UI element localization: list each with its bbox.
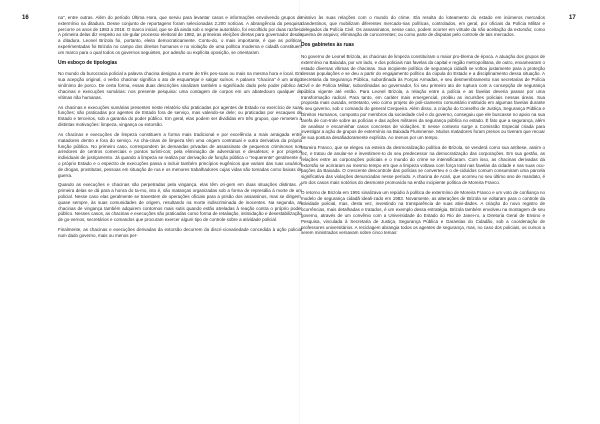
paragraph: As chacinas e execuções sumárias presentes neste relatório são praticadas por agentes de Estado no exercício de suas funções; são praticadas por agentes de Estado fora de serviço, mas valendo-se dele; ou praticadas por escaques de Estado e terceiros, sob a garantia do poder público. Em geral, elas podem ser divididas em três grupos, que remetem a distintas motivações: limpeza, vingança ou extorsão. xyxy=(58,104,302,127)
left-column xyxy=(58,15,302,243)
page-number-left: 16 xyxy=(22,15,29,21)
paragraph: No mundo da burocracia policial a palavra chacina designa a morte de três pes-soas ou mais na mesma hora e local. Em sua acepção original, o verbo chacinar significa o ato de esquartejar e salgar suínos. A palavra "chacina" é um antigo sinônimo de porco. De certa forma, essas duas descrições sinalizam também o significado dado pelo poder público às chacinas e execuções sumárias: nos presente pesquisa: uma contagem de corpos em um abatedouro qualquer de vítimas não humanas. xyxy=(58,71,302,100)
section-heading: Um esboço de tipologias xyxy=(58,59,118,66)
right-column xyxy=(301,15,545,240)
paragraph: Moreira Franco, que se elegeu na esteira da desmoralização política de Brizola, se venderá como sua antítese, assim o fez, e tratou de anular-se e investimen-to do seu predecessor na democratização das corporações. Em sua gestão, as relações entre as corporações policiais e o mundo do crime se intensificaram. Com isso, as chacinas derivadas da extorsão se acirraram ao mesmo tempo em que a limpeza voltava com força total nas favelas da cidade e nas suas ocu-pações da Baixada. O crescente descontrole das polícias se converteu e o de-ciduídos comum consumiram uma parcela significativa das violações denunciadas nesse período. A chacina de Acari, que ocorreu no seu último ano de mandato, é um dos casos mais notórios do desmonte promovido na então incipiente política de Moreira Franco. xyxy=(301,145,545,185)
paragraph: As chacinas e execuções de limpeza constituem a forma mais tradicional e por excelência a mais arraigada entre matadores dentro e fora do serviço. As cha-cinas de limpeza têm uma origem contratual e outra derivativa da própria função pública. No primeiro caso, correspondem às demandas privadas de assassinato de pequenos criminosos nos arredores de centros comerciais e pontos turísti-cos; pela eliminação de adversários e desafetos; e por projetos individuais de justiçamento. Já quando a limpeza se realiza por derivação de função pública o "requerente" geralmente é o próprio Estado e o espectro de execuções passa a incluir também princípios eugênicos que variam das ruas usuários de drogas, prostitutas, pessoas em situação de rua e os menores trabalhadores cujas vidas são tomadas como baixas de guerra. xyxy=(58,131,302,178)
paragraph: na", entre outras. Além do período Última Hora, que serviu para levantar casos e informações envolvendo grupos de extermínio na ditadura. Desse conjunto de reportagens foram selecionadas 2.200 notícias. A abrangência da pesquisa percorre os anos de 1983 a 2018. O marco inicial, que se dá ainda sob o regime autoritário, foi escolhido por duas razões. A primeira delas diz respeito ao sin-gular processo eleitoral de 1982, as primeiras eleições diretas para governador desde a ditadura. Leonel Brizola foi, portanto, eleito democraticamente. Contu-do, o mais importante, é que as políticas experimentadas foi Brizola no campo dos direitos humanos e no violação de uma política moderna e cidadã constituem um marco para o qual todos os governos seguintes, por adesão ou explícita oposição, se orientaram. xyxy=(58,15,302,55)
paragraph: Quando as execuções e chacinas são perpetradas pela vingança, elas têm ori-gem em duas situações distintas. A primeira delas se dá para a honra do ta-mo, isto é, são matanças organizadas sob a forma de represália à morte de um policial. Nesse caso elas geralmente se travestem de operações oficiais para a prisão dos assassinos, mas se dirigem, quase sempre, às suas comunidades de origem, resultando na morte indiscriminada de inocentes. Na segunda, as chacinas de vingança também adquirem contornos mais sutis quando estão atreladas à reação contra o próprio poder público. Nesses casos, as chacinas e execuções são praticadas como forma de retaliação, intimidação e desestabilização de go-vernos, secretários e comandos que procuram exercer algum tipo de controle sobre a atividade policial. xyxy=(58,182,302,223)
paragraph: missivo às suas relações com o mundo do crime. Ela resulta do loteamento do estado em inúmeros mercados clandestinos, que mobilizam diferentes mercado-rias políticas, controlados, em geral, por oficiais da Polícia Militar e delegados da Polícia Civil. Os assassinatos, nesse caso, podem ocorrer em virtude da não aceitação da extorsão; como queima de arquivo; eliminação de concorrentes; ou como parte de disputas pelo controle de tais mercados. xyxy=(301,15,545,38)
paragraph: No governo de Leonel Brizola, as chacinas de limpeza constituíram o maior pro-blema de época. A atuação dos grupos de extermínio na Baixada, por um lado, e dos policiais nas favelas da capital e região metropolitana, de outro, enxamearam o estado diversas vítimas de chacinas. Sua incipiente política de segurança cidadã se voltou justamente para a proteção dessas populações e se deu a partir do engajamento político da cúpula do Estado e a disciplinamento dessa situação. A Secretaria da Segurança Pública, subordinada às Forças Armadas, e seu desmembramento nas secretarias de Polícia Civil e de Polícia Militar, subordinadas ao governador, foi seu primeiro ato de ruptura com a concepção de segurança pública vigente até então. Para Leonel Brizola, a relação entre a polícia e as favelas deveria passar por uma transformação radical. Para tanto, em caráter mais emergencial, proibiu as incursões policiais nessas áreas. Sua proposta mais ousada, entretanto, veio como projeto de poli-ciamento comunitário instituído em algumas favelas durante o seu governo, sob o comando do general Cerqueira. Além disso, a criação do Conselho de Justiça, Segurança Pública e Direitos Humanos, composto por membros da sociedade civil e do governo, conseguiu que ele buscasse no apoio na sua tarefa de con-trole sobre as polícias e das ações militares da segurança pública no estado. É fato que a segurança, além de analisar e encaminhar casos concretos de violações. E nesse contexto surge a Comissão Especial criada para investigar a ação de grupos de extermínio na Baixada Fluminense. Muitos matadores foram presos ou tiveram que recuar de sua postura desafiadoramente explícita. Ao menos por um tempo. xyxy=(301,53,545,141)
paragraph: O retorno de Brizola em 1991 sinalizava um repúdio à política de extermínio de Moreira Franco e um voto de confiança no modelo de segurança cidadã ideali-zado em 1983. Novamente, as alterações de Brizola se voltaram para o controle da atividade policial, mas, desta vez, investindo na transparência de suas ativi-dades. A criação do novo registro de ocorrências, mais detalhadas e tratados, é um exemplo dessa estratégia. Brizola também envolveu na montagem de seu governo, através de um convênio com a Universidade do Estado do Rio de Janei-ro, a Diretoria Geral de Ensino e Pesquisa, vinculada à Secretaria de Justiça, Segurança Pública e Garantias do Cidadão, sob a coordenação de professores universitários. A reciclagem abrangia todos os agentes de segurança, mas, no caso dos policiais, os cursos a serem ministrados versavam sobre cinco temas: xyxy=(301,189,545,236)
section-heading: Dos gabinetes às ruas xyxy=(301,42,355,49)
paragraph: Finalmente, as chacinas e execuções derivadas da extorsão decorrem da discri-cionariedade concedida à ação policial num dado governo, mais ou menos per- xyxy=(58,227,302,239)
page-number-right: 17 xyxy=(569,15,576,21)
